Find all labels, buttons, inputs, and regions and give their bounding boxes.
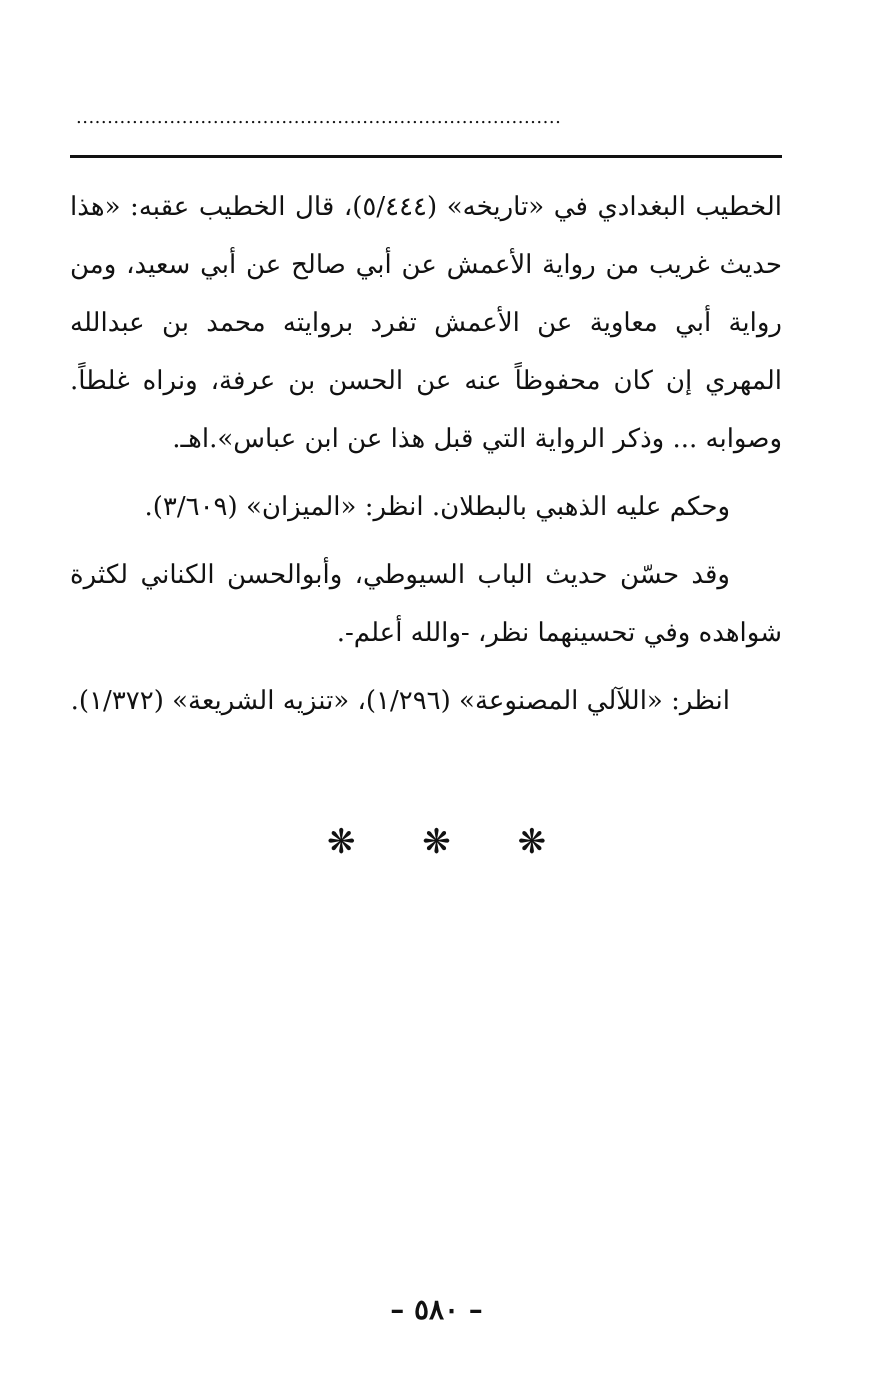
page-number: – ٥٨٠ – [390, 1293, 483, 1326]
paragraph-khatib-quote: الخطيب البغدادي في «تاريخه» (٥/٤٤٤)، قال الخطيب عقبه: «هذا حديث غريب من رواية الأعمش عن أبي صالح عن أبي سعيد، ومن رواية أبي معاوية عن الأعمش تفرد بروايته محمد بن عبدالله المهري إن كان محفوظاً عنه عن الحسن بن عرفة، ونراه غلطاً. وصوابه ... وذكر الرواية التي قبل هذا عن ابن عباس».اهـ. [70, 192, 782, 454]
asterisk-icon: ❋ [326, 822, 356, 862]
section-end-ornament [0, 820, 873, 864]
paragraph-dhahabi-ruling: وحكم عليه الذهبي بالبطلان. انظر: «الميزان» (٣/٦٠٩). [144, 492, 730, 522]
paragraph-suyuti-grading: وقد حسّن حديث الباب السيوطي، وأبوالحسن الكناني لكثرة شواهده وفي تحسينهما نظر، -والله أعلم-. [70, 560, 782, 648]
footnote-rule [70, 155, 782, 158]
asterisk-icon: ❋ [422, 822, 451, 862]
asterisk-icon: ❋ [517, 822, 547, 862]
paragraph-references: انظر: «اللآلي المصنوعة» (١/٢٩٦)، «تنزيه الشريعة» (١/٣٧٢). [70, 686, 730, 716]
footnote-dotted-separator: .............................................................................. [76, 108, 562, 128]
footnote-body [70, 178, 782, 740]
